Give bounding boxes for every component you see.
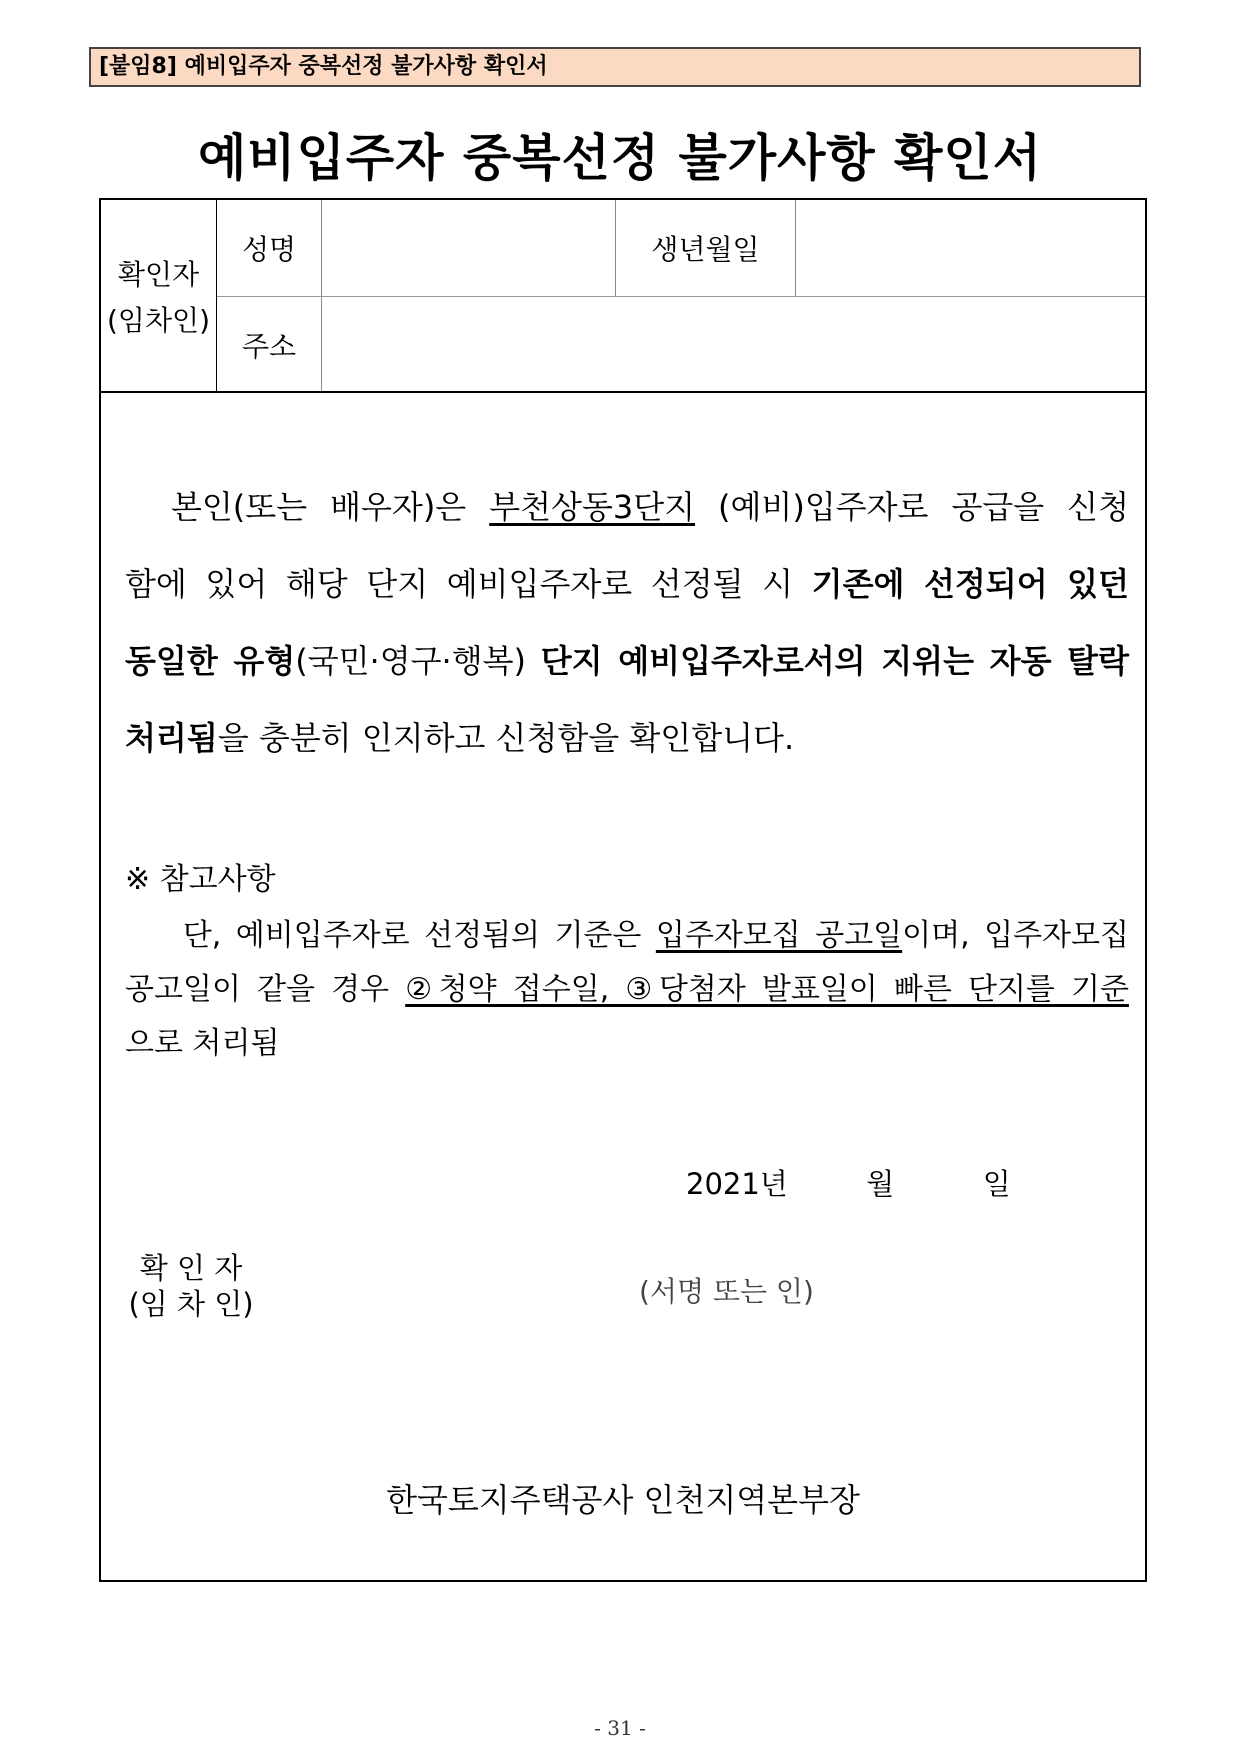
complex-name: 부천상동3단지: [489, 488, 696, 526]
date-year: 2021년: [686, 1167, 788, 1201]
note-line-3: 으로 처리됨: [125, 1026, 280, 1061]
confirmer-label-line2: (임차인): [107, 304, 210, 337]
confirmer-label-line1: 확인자: [117, 258, 200, 291]
address-field[interactable]: [322, 297, 1145, 391]
address-label: 주소: [241, 330, 297, 363]
confirmer-info-table: [101, 200, 1145, 393]
birth-date-label: 생년월일: [651, 233, 760, 266]
signature-label: 확 인 자 (임 차 인): [128, 1251, 254, 1321]
signature-field[interactable]: (서명 또는 인): [639, 1275, 814, 1308]
note-heading: ※ 참고사항: [125, 862, 276, 897]
page-number: - 31 -: [594, 1716, 646, 1740]
form-frame: [99, 198, 1147, 1582]
statement-line-1: 본인(또는 배우자)은 부천상동3단지 (예비)입주자로 공급을 신청: [170, 488, 1129, 526]
confirmer-label: [101, 252, 216, 344]
document-title: 예비입주자 중복선정 불가사항 확인서: [197, 129, 1043, 187]
statement-line-4: 처리됨을 충분히 인지하고 신청함을 확인합니다.: [125, 719, 795, 757]
note-line-2: 공고일이 같을 경우 ②청약 접수일, ③당첨자 발표일이 빠른 단지를 기준: [125, 972, 1129, 1007]
birth-date-field[interactable]: [796, 200, 1145, 296]
statement-line-3: 동일한 유형(국민·영구·행복) 단지 예비입주자로서의 지위는 자동 탈락: [125, 642, 1129, 680]
date-line: [686, 1162, 1011, 1203]
attachment-label: [붙임8] 예비입주자 중복선정 불가사항 확인서: [89, 47, 1141, 87]
note-line-1: 단, 예비입주자로 선정됨의 기준은 입주자모집 공고일이며, 입주자모집: [182, 918, 1129, 953]
statement-line-2: 함에 있어 해당 단지 예비입주자로 선정될 시 기존에 선정되어 있던: [125, 565, 1130, 603]
date-month: 월: [866, 1167, 895, 1201]
date-day: 일: [982, 1167, 1011, 1201]
name-field[interactable]: [322, 200, 615, 296]
name-label: 성명: [241, 233, 297, 266]
issuer-name: 한국토지주택공사 인천지역본부장: [386, 1481, 860, 1519]
